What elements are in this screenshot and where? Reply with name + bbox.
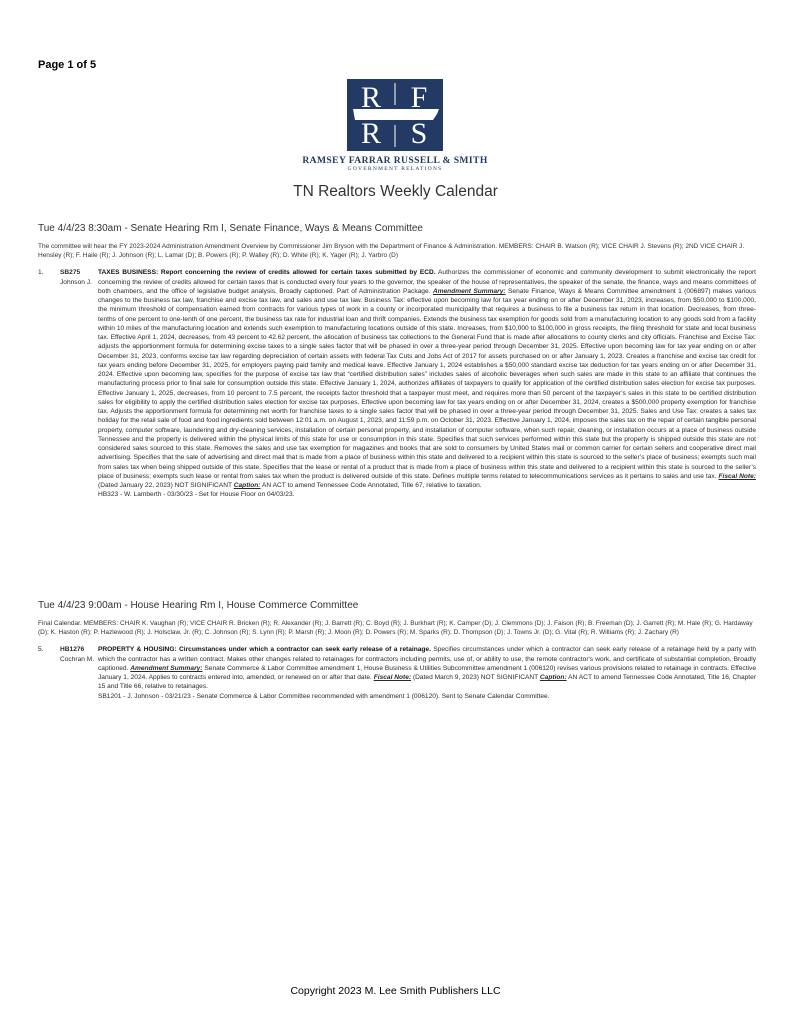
amendment-label: Amendment Summary: bbox=[432, 287, 506, 295]
amendment-summary: Senate Commerce & Labor Committee amendment 1, House Business & Utilities Subcommittee amendment 1 (006120) revises various provisions related to retainage in contracts. Effective January 1, 2024. Applies to contracts entered into, amended, or renewed on or after that date. bbox=[98, 664, 756, 682]
calendar-event bbox=[38, 223, 756, 500]
page-title: TN Realtors Weekly Calendar bbox=[293, 183, 498, 200]
fiscal-note: (Dated January 22, 2023) NOT SIGNIFICANT bbox=[98, 482, 232, 490]
companion-bill: HB323 - W. Lamberth - 03/30/23 - Set for House Floor on 04/03/23. bbox=[98, 491, 295, 499]
bill-body bbox=[98, 645, 756, 701]
firm-logo bbox=[347, 79, 443, 151]
event-description: The committee will hear the FY 2023-2024 Administration Amendment Overview by Commissioner Jim Bryson with the Department of Finance & Administration. MEMBERS: CHAIR B. Watson (R); VICE CHAIR J. Stevens (R); 2ND VICE CHAIR J. Hensley (R); F. Haile (R); J. Johnson (R); L. Lamar (D); B. Powers (R); P. Walley (R); D. White (R); K. Yager (R); J. Yarbro (D) bbox=[38, 243, 745, 260]
copyright-footer: Copyright 2023 M. Lee Smith Publishers LLC bbox=[290, 985, 501, 997]
fiscal-note-label: Fiscal Note: bbox=[373, 674, 412, 682]
logo-letter: R bbox=[360, 117, 381, 150]
bill-summary: Authorizes the commissioner of economic and community development to submit electronically the report concerning the review of credits allowed for certain taxes that is conducted every four years to the governor, the speaker of the house of representatives, the speaker of the senate, the finance, ways and means committees of both chambers, and the office of legislative budget analysis. Broadly captioned. Part of Administration Package. bbox=[98, 269, 756, 295]
bill-id[interactable]: HB1276 bbox=[60, 646, 85, 654]
caption-text: AN ACT to amend Tennessee Code Annotated, Title 16, Chapter 15 and Title 66, relative to retainages. bbox=[98, 674, 756, 691]
bill-body bbox=[98, 268, 756, 499]
event-header: Tue 4/4/23 8:30am - Senate Hearing Rm I, Senate Finance, Ways & Means Committee bbox=[38, 223, 423, 234]
bill-sponsor-column bbox=[60, 645, 98, 701]
caption-label: Caption: bbox=[539, 674, 567, 682]
logo-letter: F bbox=[410, 81, 428, 114]
caption-text: AN ACT to amend Tennessee Code Annotated, Title 67, relative to taxation. bbox=[261, 482, 482, 490]
bill-sponsor: Johnson J. bbox=[60, 278, 92, 286]
bill-sponsor: Cochran M. bbox=[60, 655, 95, 663]
logo-letter: S bbox=[410, 117, 428, 150]
caption-label: Caption: bbox=[233, 482, 261, 490]
bill-headline: TAXES BUSINESS: Report concerning the review of credits allowed for certain taxes submitted by ECD. bbox=[98, 269, 436, 277]
calendar-event bbox=[38, 600, 756, 701]
firm-wordmark bbox=[290, 155, 500, 172]
bill-number: 1. bbox=[38, 269, 44, 277]
amendment-summary: Senate Finance, Ways & Means Committee amendment 1 (006897) makes various changes to the business tax law, franchise and excise tax law, and sales and use tax law. Business Tax: effective upon becoming law for tax year ending on or after December 31, 2023, increases, from $50,000 to $100,000, the minimum threshold of compensation earned from contracts for various types of work in a county or incorporated municipality that requires a business to file a business tax return in that location. Decreases, from three-tenths of one percent to one-tenth of one percent, the business tax rate for industrial loan and thrift companies. Extends the business tax exemption for goods sold from a manufacturing location to any goods sold from a facility within 10 miles of the manufacturing location and extends such exemption to manufacturing locations outside of this state. Increases, from $10,000 to $100,000 in gross receipts, the filing threshold for state and local business tax. Effective April 1, 2024, decreases, from 43 percent to 42.62 percent, the allocation of business tax collections to the General Fund that is made after allocations to county clerks and city officials. Franchise and Excise Tax: adjusts the apportionment formula for determining excise taxes to a single sales factor that will be phased in over a three-year period through December 31, 2025. Effective upon becoming law for tax year ending on or after December 31, 2023, conforms excise tax law regarding depreciation of certain assets with federal Tax Cuts and Jobs Act of 2017 for assets purchased on or after January 1, 2023. Creates a franchise and excise tax credit for tax years ending before December 31, 2025, for employers paying paid family and medical leave. Effective January 1, 2024 establishes a $50,000 standard excise tax deduction for tax years ending on or after December 31, 2024. Effective upon becoming law, specifies for the purpose of excise tax law that “certified distribution sales” includes sales of alcoholic beverages when such sales are made in this state to an affiliate that continues the manufacturing process prior to final sale for consumption outside this state. Effective January 1, 2024, authorizes affiliates of taxpayers to qualify for application of the certified distribution sales election for excise tax purposes. Effective January 1, 2025, decreases, from 10 percent to 7.5 percent, the receipts factor threshold that a taxpayer must meet, and requires more than 50 percent of the taxpayer’s sales in this state to be certified distribution sales for eligibility to apply the certified distribution sales election for excise tax purposes. Effective upon becoming law for tax years ending on or after December 31, 2024, creates a $500,000 property exemption for franchise tax. Adjusts the apportionment formula for determining net worth for franchise taxes to a single sales factor that will be phased in over a three-year period through December 31, 2025. Sales and Use Tax: creates a sales tax holiday for the retail sale of food and food ingredients sold between 12:01 a.m. on August 1, 2023, and 11:59 p.m. on October 31, 2023. Effective January 1, 2024, imposes the sales tax on the repair of certain tangible personal property, computer software, laundering and dry-cleaning services, installation of certain personal property, and installation of computer software, when such repair, cleaning, or installation occurs at a place of business outside Tennessee and the property is delivered within the physical limits of this state for use or consumption in this state. Specifies that such services performed within this state but the property is shipped outside this state are not considered sales sourced to this state. Removes the sales and use tax exemption for magazines and books that are sold to consumers by United States mail or common carrier for certain sellers and cooperative direct mail advertising. Specifies that the sale of advertising and direct mail that is made from a place of business within this state and delivered to a recipient within this state is sourced to the seller’s place of business; exempts such mail from sales tax when being shipped outside of this state. Specifies that the lease or rental of a product that is made from a place of business within this state and delivered to a recipient within this state is sourced to the seller’s place of business; exempts such lease or rental from sales tax when the product is delivered outside of this state. Defines multiple terms related to telecommunications services as it pertains to sales and use tax. bbox=[98, 287, 756, 480]
bill-summary: Specifies circumstances under which a contractor can seek early release of a retainage held by a party with which the contractor has a written contract. Makes other changes related to retainages for contractors including permits, use of, or ability to use, the remote contractor's work, and certificate of substantial completion. Broadly captioned. bbox=[98, 646, 756, 672]
bill-headline: PROPERTY & HOUSING: Circumstances under which a contractor can seek early release of a retainage. bbox=[98, 646, 431, 654]
fiscal-note-label: Fiscal Note: bbox=[718, 472, 756, 480]
bill-entry bbox=[38, 645, 756, 701]
bill-number: 5. bbox=[38, 646, 44, 654]
fiscal-note: (Dated March 9, 2023) NOT SIGNIFICANT bbox=[412, 674, 539, 682]
amendment-label: Amendment Summary: bbox=[130, 664, 203, 672]
event-description: Final Calendar. MEMBERS: CHAIR K. Vaughan (R); VICE CHAIR R. Bricken (R); R. Alexander (R); J. Barrett (R); C. Boyd (R); J. Burkhart (R); K. Camper (D); J. Clemmons (D); J. Faison (R); B. Freeman (D); J. Garrett (R); M. Hale (R); G. Hardaway (D); K. Haston (R); P. Hazlewood (R); J. Holsclaw, Jr. (R); C. Johnson (R); S. Lynn (R); P. Marsh (R); J. Moon (R); D. Powers (R); M. Sparks (R); D. Thompson (D); J. Towns Jr. (D); G. Vital (R); R. Williams (R); J. Zachary (R) bbox=[38, 620, 753, 637]
bill-sponsor-column bbox=[60, 268, 98, 499]
firm-subtitle: GOVERNMENT RELATIONS bbox=[347, 166, 443, 172]
event-header: Tue 4/4/23 9:00am - House Hearing Rm I, House Commerce Committee bbox=[38, 600, 359, 611]
page-number: Page 1 of 5 bbox=[38, 59, 97, 71]
bill-id[interactable]: SB275 bbox=[60, 269, 81, 277]
companion-bill: SB1201 - J. Johnson - 03/21/23 - Senate Commerce & Labor Committee recommended with amendment 1 (006120). Sent to Senate Calendar Committee. bbox=[98, 692, 550, 700]
logo-letter: R bbox=[360, 81, 381, 114]
bill-entry bbox=[38, 268, 756, 499]
firm-name: RAMSEY FARRAR RUSSELL & SMITH bbox=[302, 155, 488, 166]
